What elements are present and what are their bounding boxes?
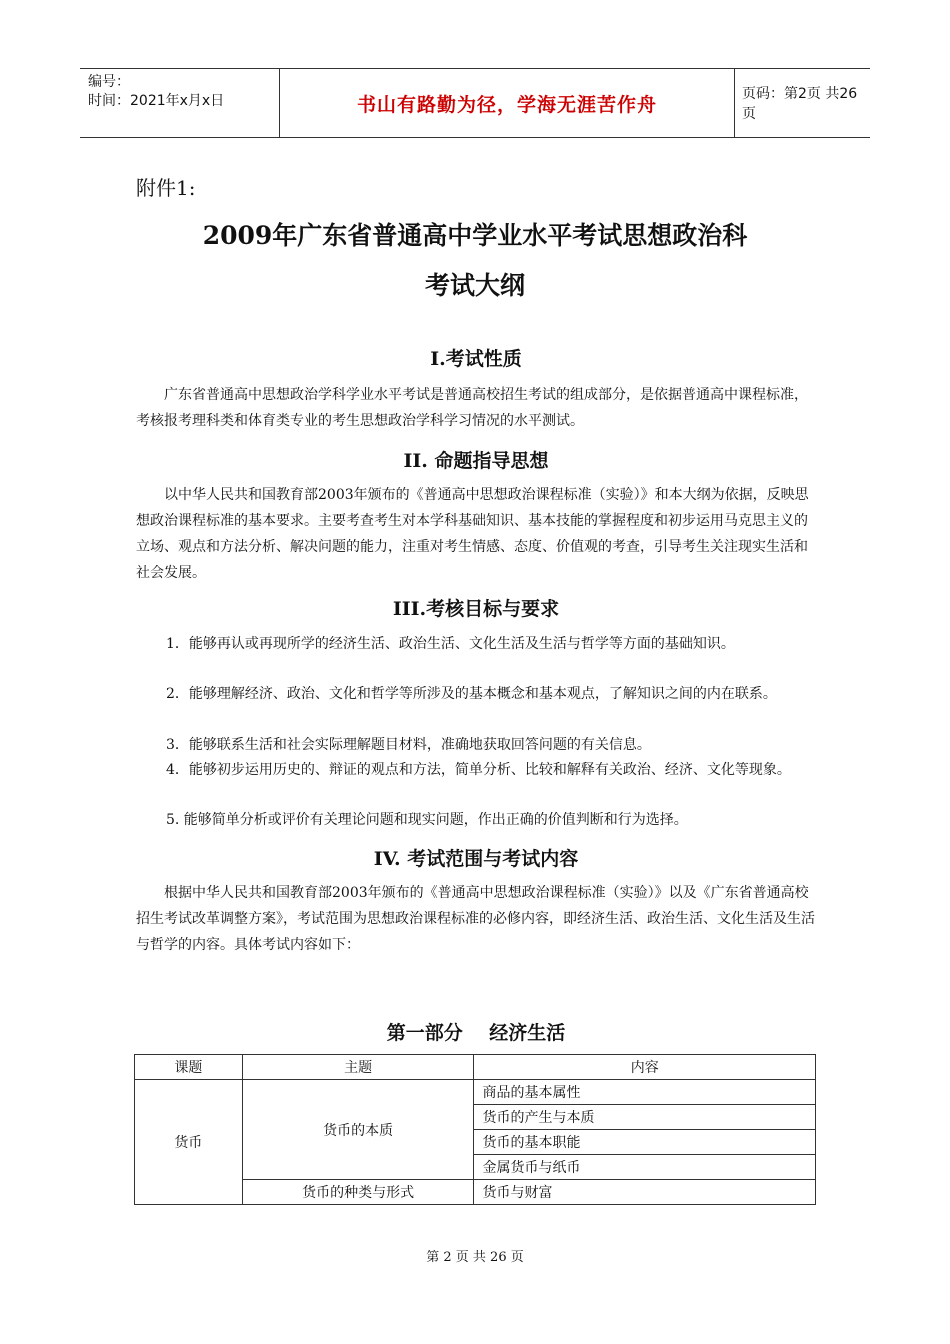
list-item: 3．能够联系生活和社会实际理解题目材料，准确地获取回答问题的有关信息。 [166, 737, 651, 753]
content-table [134, 1054, 816, 1205]
number-label: 编号： [88, 74, 130, 90]
list-item: 5. 能够简单分析或评价有关理论问题和现实问题，作出正确的价值判断和行为选择。 [166, 812, 688, 828]
theme-cell: 货币的种类与形式 [242, 1180, 474, 1205]
attachment-label: 附件1: [136, 176, 196, 200]
section-3-heading: III.考核目标与要求 [392, 598, 560, 620]
page-footer: 第 2 页 共 26 页 [426, 1250, 524, 1265]
section-2-paragraph: 以中华人民共和国教育部2003年颁布的《普通高中思想政治课程标准（实验）》和本大纲为依据，反映思想政治课程标准的基本要求。主要考查考生对本学科基础知识、基本技能的掌握程度和初步运用马克思主义的立场、观点和方法分析、解决问题的能力，注重对考生情感、态度、价值观的考查，引导考生关注现实生活和社会发展。 [136, 487, 809, 581]
content-cell: 货币与财富 [474, 1180, 816, 1205]
topic-cell: 货币 [135, 1080, 243, 1205]
list-item: 2．能够理解经济、政治、文化和哲学等所涉及的基本概念和基本观点，了解知识之间的内在联系。 [166, 686, 777, 702]
content-cell: 金属货币与纸币 [474, 1155, 816, 1180]
document-title-line2: 考试大纲 [424, 271, 525, 300]
list-item: 1．能够再认或再现所学的经济生活、政治生活、文化生活及生活与哲学等方面的基础知识。 [166, 636, 735, 652]
column-header: 内容 [474, 1055, 816, 1080]
document-title-line1: 2009年广东省普通高中学业水平考试思想政治科 [202, 221, 748, 250]
document-header [80, 68, 870, 138]
header-motto: 书山有路勤为径，学海无涯苦作舟 [280, 69, 735, 137]
section-1-heading: Ⅰ.考试性质 [430, 348, 522, 370]
section-4-heading: IV. 考试范围与考试内容 [373, 848, 579, 870]
content-cell: 货币的产生与本质 [474, 1105, 816, 1130]
content-cell: 货币的基本职能 [474, 1130, 816, 1155]
part-title: 第一部分 经济生活 [386, 1022, 566, 1044]
section-1-paragraph: 广东省普通高中思想政治学科学业水平考试是普通高校招生考试的组成部分，是依据普通高中课程标准，考核报考理科类和体育类专业的考生思想政治学科学习情况的水平测试。 [136, 387, 808, 429]
column-header: 课题 [135, 1055, 243, 1080]
section-4-paragraph: 根据中华人民共和国教育部2003年颁布的《普通高中思想政治课程标准（实验）》以及《广东省普通高校招生考试改革调整方案》，考试范围为思想政治课程标准的必修内容，即经济生活、政治生活、文化生活及生活与哲学的内容。具体考试内容如下： [136, 885, 815, 953]
content-cell: 商品的基本属性 [474, 1080, 816, 1105]
table-header-row [135, 1055, 816, 1080]
column-header: 主题 [242, 1055, 474, 1080]
list-item: 4．能够初步运用历史的、辩证的观点和方法，简单分析、比较和解释有关政治、经济、文化等现象。 [166, 762, 791, 778]
time-label: 时间：2021年x月x日 [88, 93, 225, 109]
table-row [135, 1080, 816, 1105]
theme-cell: 货币的本质 [242, 1080, 474, 1180]
header-meta [80, 69, 280, 137]
section-2-heading: II. 命题指导思想 [403, 450, 549, 472]
header-page-info: 页码：第2页 共26页 [742, 86, 858, 122]
